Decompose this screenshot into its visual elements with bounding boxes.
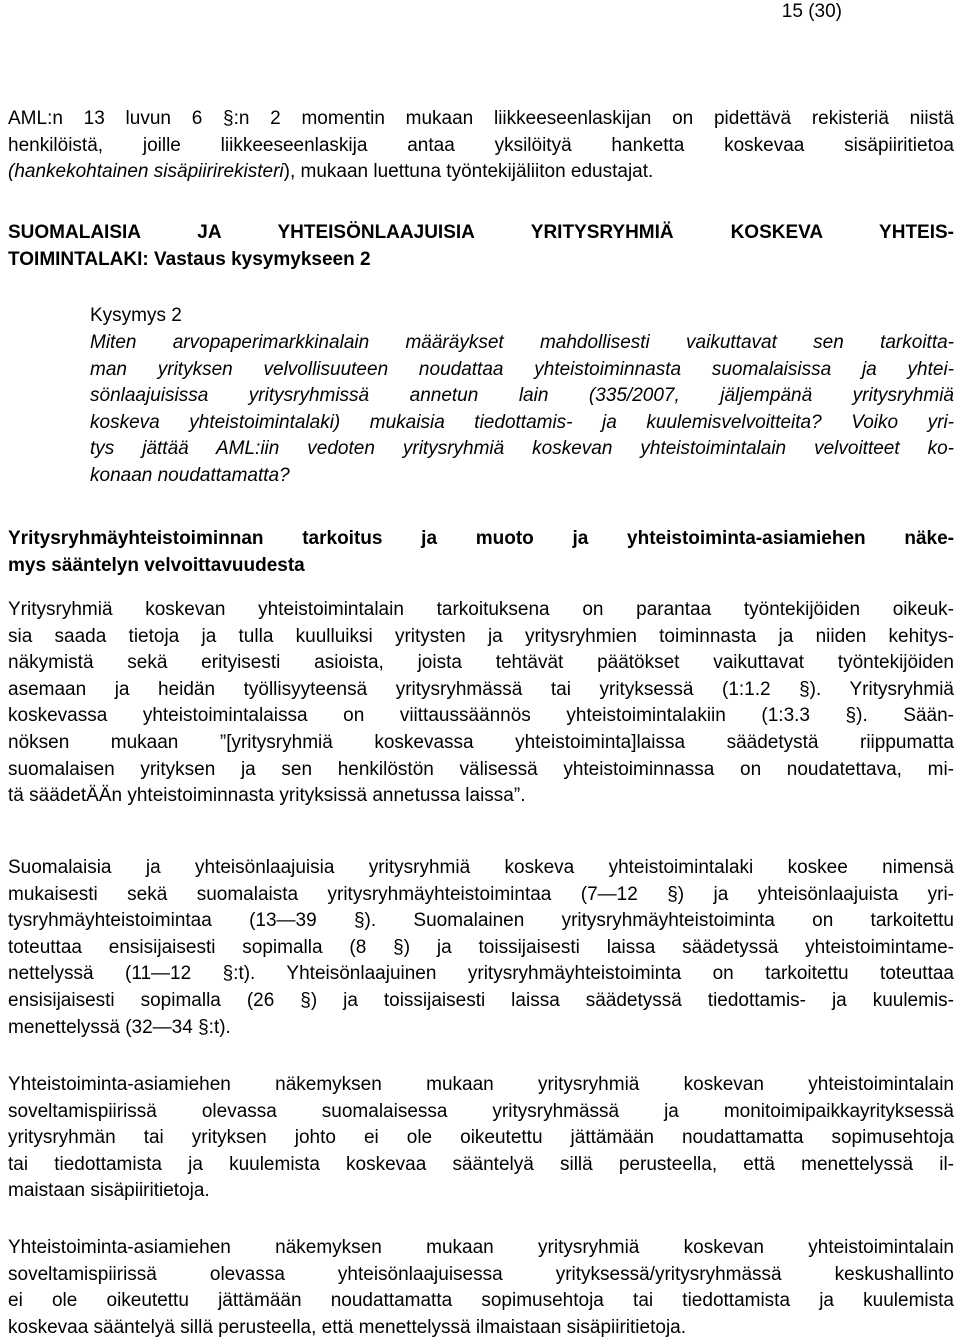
paragraph-line: nettelyssä (11—12 §:t). Yhteisönlaajuinen yritysryhmäyhteistoiminta on tarkoitettu toteuttaa bbox=[8, 963, 954, 985]
question-line: sönlaajuisissa yritysryhmissä annetun lain (335/2007, jäljempänä yritysryhmiä bbox=[90, 385, 954, 407]
paragraph-line: ei ole oikeutettu jättämään noudattamatta sopimusehtoja tai tiedottamista ja kuulemista bbox=[8, 1290, 954, 1312]
subheading-line-2: mys sääntelyn velvoittavuudesta bbox=[8, 554, 305, 576]
question-text bbox=[90, 330, 954, 490]
paragraph-line: tä säädetÄÄn yhteistoiminnasta yrityksissä annetussa laissa”. bbox=[8, 785, 526, 807]
paragraph-line: Yhteistoiminta-asiamiehen näkemyksen mukaan yritysryhmiä koskevan yhteistoimintalain bbox=[8, 1237, 954, 1258]
intro-line-3-rest: ), mukaan luettuna työntekijäliiton edustajat. bbox=[283, 161, 654, 183]
question-line: koskeva yhteistoimintalaki) mukaisia tiedottamis- ja kuulemisvelvoitteita? Voiko yri- bbox=[90, 411, 954, 433]
paragraph-line: Yhteistoiminta-asiamiehen näkemyksen mukaan yritysryhmiä koskevan yhteistoimintalain bbox=[8, 1074, 954, 1095]
paragraph-line: Suomalaisia ja yhteisönlaajuisia yritysryhmiä koskeva yhteistoimintalaki koskee nimensä bbox=[8, 857, 954, 878]
paragraph-line: ensisijaisesti sopimalla (26 §) ja toissijaisesti laissa säädetyssä tiedottamis- ja kuulemis- bbox=[8, 989, 954, 1011]
paragraph-line: tysryhmäyhteistoimintaa (13—39 §). Suomalainen yritysryhmäyhteistoiminta on tarkoitettu bbox=[8, 910, 954, 932]
body-paragraph-2 bbox=[8, 855, 954, 1041]
paragraph-line: asemaan ja heidän työllisyyteensä yritysryhmässä tai yrityksessä (1:1.2 §). Yritysryhmiä bbox=[8, 678, 954, 700]
question-line: Miten arvopaperimarkkinalain määräykset mahdollisesti vaikuttavat sen tarkoitta- bbox=[90, 332, 954, 353]
paragraph-line: suomalaisen yrityksen ja sen henkilöstön välisessä yhteistoiminnassa on noudatettava, mi- bbox=[8, 758, 954, 780]
section-heading bbox=[8, 220, 954, 273]
paragraph-line: koskevaa sääntelyä sillä perusteella, että menettelyssä ilmaistaan sisäpiiritietoja. bbox=[8, 1316, 687, 1338]
body-paragraph-3 bbox=[8, 1072, 954, 1205]
intro-line-3 bbox=[8, 159, 954, 186]
question-line: man yrityksen velvollisuuteen noudattaa yhteistoiminnasta suomalaisissa ja yhtei- bbox=[90, 358, 954, 380]
paragraph-line: koskevassa yhteistoimintalaissa on viittaussäännös yhteistoimintalakiin (1:3.3 §). Sään- bbox=[8, 705, 954, 727]
paragraph-line: menettelyssä (32—34 §:t). bbox=[8, 1016, 231, 1038]
subheading-line-1: Yritysryhmäyhteistoiminnan tarkoitus ja muoto ja yhteistoiminta-asiamiehen näke- bbox=[8, 528, 954, 549]
intro-line-3-italic: (hankekohtainen sisäpiirirekisteri bbox=[8, 161, 284, 183]
paragraph-line: soveltamispiirissä olevassa yhteisönlaajuisessa yrityksessä/yritysryhmässä keskushallinto bbox=[8, 1263, 954, 1285]
paragraph-line: toteuttaa ensisijaisesti sopimalla (8 §) ja toissijaisesti laissa säädetyssä yhteistoimintame- bbox=[8, 936, 954, 958]
intro-line-1: AML:n 13 luvun 6 §:n 2 momentin mukaan liikkeeseenlaskijan on pidettävä rekisteriä niistä bbox=[8, 108, 954, 129]
subheading bbox=[8, 526, 954, 579]
section-heading-line-2: TOIMINTALAKI: Vastaus kysymykseen 2 bbox=[8, 248, 371, 270]
question-line: konaan noudattamatta? bbox=[90, 464, 290, 486]
body-paragraph-4 bbox=[8, 1235, 954, 1341]
intro-line-2: henkilöistä, joille liikkeeseenlaskija antaa yksilöityä hanketta koskevaa sisäpiiritietoa bbox=[8, 134, 954, 156]
paragraph-line: yritysryhmän tai yrityksen johto ei ole oikeutettu jättämään noudattamatta sopimusehtoja bbox=[8, 1127, 954, 1149]
paragraph-line: sia saada tietoja ja tulla kuulluiksi yritysten ja yritysryhmien toiminnasta ja niiden kehitys- bbox=[8, 625, 954, 647]
page-number: 15 (30) bbox=[781, 1, 842, 22]
section-heading-line-1: SUOMALAISIA JA YHTEISÖNLAAJUISIA YRITYSRYHMIÄ KOSKEVA YHTEIS- bbox=[8, 222, 954, 243]
body-paragraph-1 bbox=[8, 597, 954, 810]
paragraph-line: nöksen mukaan ”[yritysryhmiä koskevassa yhteistoiminta]laissa säädetystä riippumatta bbox=[8, 731, 954, 753]
paragraph-line: maistaan sisäpiiritietoja. bbox=[8, 1180, 210, 1202]
question-label: Kysymys 2 bbox=[90, 305, 182, 326]
paragraph-line: Yritysryhmiä koskevan yhteistoimintalain tarkoituksena on parantaa työntekijöiden oikeuk- bbox=[8, 599, 954, 620]
paragraph-line: näkymistä sekä erityisesti asioista, joista tehtävät päätökset vaikuttavat työntekijöiden bbox=[8, 652, 954, 674]
paragraph-line: tai tiedottamista ja kuulemista koskevaa sääntelyä sillä perusteella, että menettelyssä il- bbox=[8, 1153, 954, 1175]
paragraph-line: soveltamispiirissä olevassa suomalaisessa yritysryhmässä ja monitoimipaikkayrityksessä bbox=[8, 1100, 954, 1122]
paragraph-line: mukaisesti sekä suomalaista yritysryhmäyhteistoimintaa (7—12 §) ja yhteisönlaajuista yri- bbox=[8, 883, 954, 905]
intro-paragraph bbox=[8, 106, 954, 186]
question-line: tys jättää AML:iin vedoten yritysryhmiä koskevan yhteistoimintalain velvoitteet ko- bbox=[90, 438, 954, 460]
